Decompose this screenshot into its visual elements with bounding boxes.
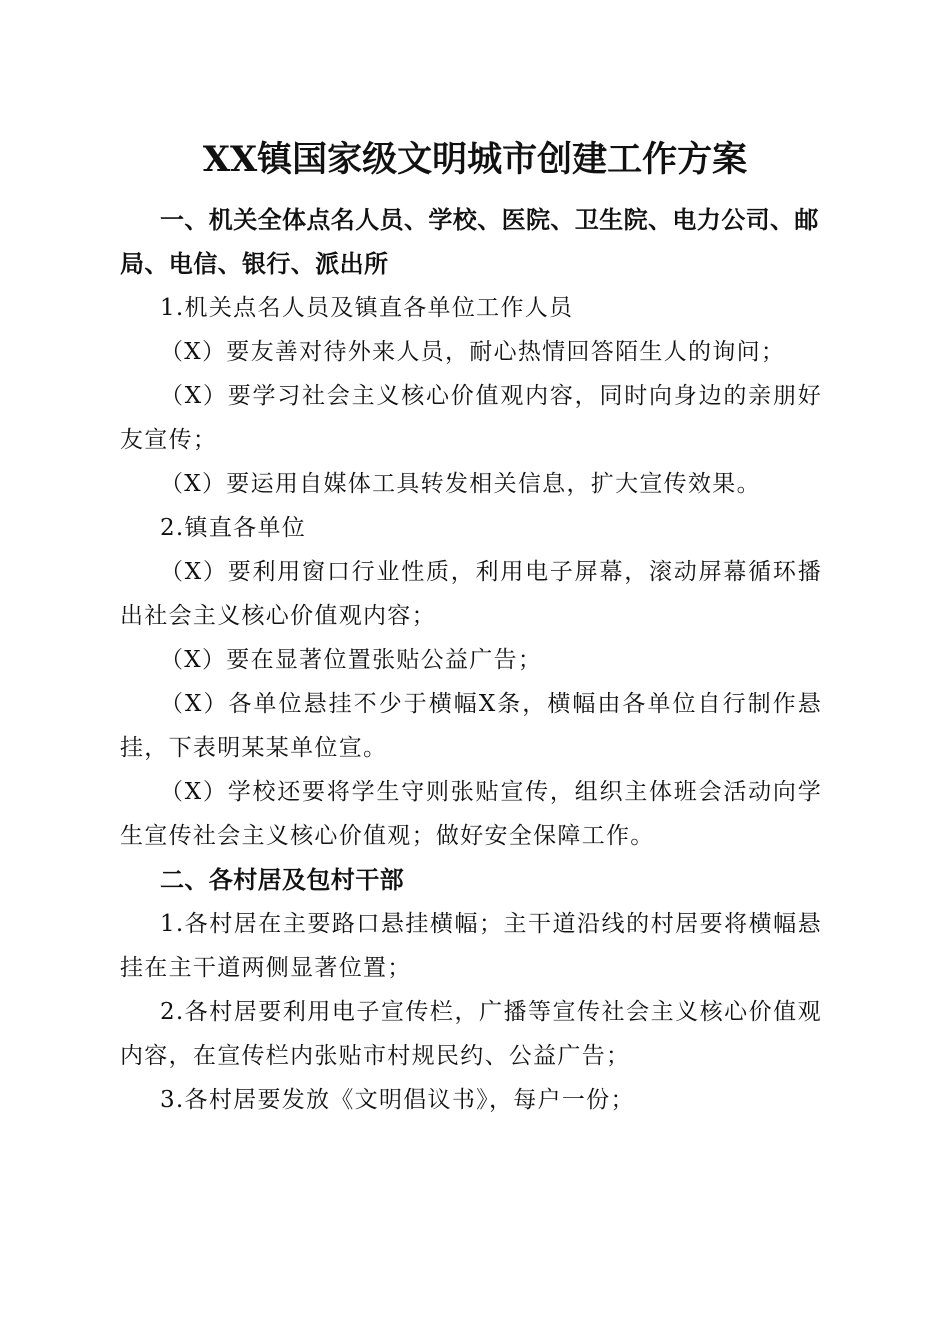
paragraph-item: （X）要在显著位置张贴公益广告；: [160, 647, 543, 673]
paragraph-item: （X）要学习社会主义核心价值观内容，同时向身边的亲朋好友宣传；: [120, 383, 822, 453]
paragraph-item: （X）学校还要将学生守则张贴宣传，组织主体班会活动向学生宣传社会主义核心价值观；做好安全保障工作。: [120, 779, 822, 849]
paragraph-item: 1.各村居在主要路口悬挂横幅；主干道沿线的村居要将横幅悬挂在主干道两侧显著位置；: [120, 911, 822, 981]
subsection-heading-1-1: 1.机关点名人员及镇直各单位工作人员: [160, 295, 574, 321]
section-heading-2: 二、各村居及包村干部: [160, 866, 404, 894]
document-page: [120, 132, 822, 1122]
subsection-heading-1-2: 2.镇直各单位: [160, 515, 307, 541]
paragraph-item: （X）要友善对待外来人员，耐心热情回答陌生人的询问；: [160, 339, 786, 365]
paragraph-item: 3.各村居要发放《文明倡议书》，每户一份；: [160, 1087, 635, 1113]
document-title: XX镇国家级文明城市创建工作方案: [202, 139, 748, 180]
section-heading-1: 一、机关全体点名人员、学校、医院、卫生院、电力公司、邮局、电信、银行、派出所: [120, 206, 819, 278]
paragraph-item: （X）要利用窗口行业性质，利用电子屏幕，滚动屏幕循环播出社会主义核心价值观内容；: [120, 559, 822, 629]
paragraph-item: 2.各村居要利用电子宣传栏，广播等宣传社会主义核心价值观内容，在宣传栏内张贴市村规民约、公益广告；: [120, 999, 822, 1069]
paragraph-item: （X）要运用自媒体工具转发相关信息，扩大宣传效果。: [160, 471, 761, 497]
paragraph-item: （X）各单位悬挂不少于横幅X条，横幅由各单位自行制作悬挂，下表明某某单位宣。: [120, 691, 822, 761]
